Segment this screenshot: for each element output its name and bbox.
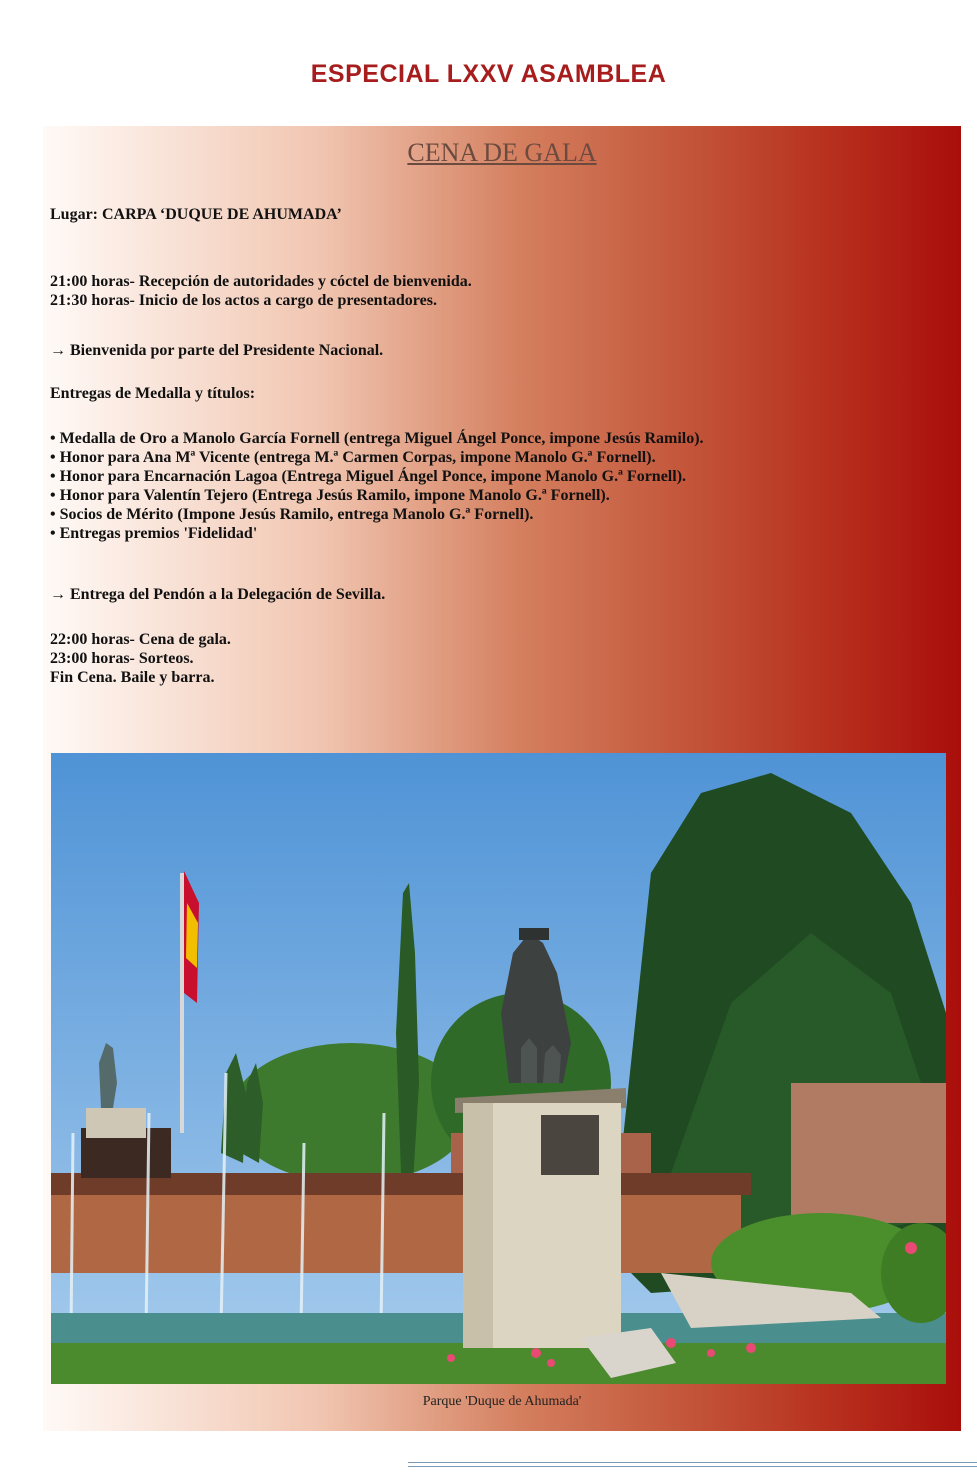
award-item: • Socios de Mérito (Impone Jesús Ramilo, entrega Manolo G.ª Fornell). — [50, 505, 704, 524]
welcome-line: → Bienvenida por parte del Presidente Nacional. — [50, 342, 384, 359]
schedule-item: Fin Cena. Baile y barra. — [50, 669, 215, 686]
park-photo — [51, 753, 946, 1384]
award-item: • Medalla de Oro a Manolo García Fornell (entrega Miguel Ángel Ponce, impone Jesús Ramilo). — [50, 429, 704, 448]
page-header-title: ESPECIAL LXXV ASAMBLEA — [310, 60, 667, 88]
schedule-item: 21:00 horas- Recepción de autoridades y cóctel de bienvenida. — [50, 273, 472, 290]
section-title: CENA DE GALA — [407, 138, 597, 167]
award-item: • Entregas premios 'Fidelidad' — [50, 524, 704, 543]
schedule-block-1 — [50, 272, 472, 310]
footer-divider — [408, 1462, 977, 1467]
schedule-block-2 — [50, 630, 231, 687]
award-item: • Honor para Ana Mª Vicente (entrega M.ª Carmen Corpas, impone Manolo G.ª Fornell). — [50, 448, 704, 467]
pendon-line: → Entrega del Pendón a la Delegación de Sevilla. — [50, 586, 386, 603]
schedule-item: 23:00 horas- Sorteos. — [50, 650, 194, 667]
awards-list — [50, 429, 704, 543]
photo-caption: Parque 'Duque de Ahumada' — [422, 1394, 582, 1409]
award-item: • Honor para Encarnación Lagoa (Entrega Miguel Ángel Ponce, impone Manolo G.ª Fornell). — [50, 467, 704, 486]
awards-heading: Entregas de Medalla y títulos: — [50, 385, 256, 402]
schedule-item: 22:00 horas- Cena de gala. — [50, 631, 231, 648]
award-item: • Honor para Valentín Tejero (Entrega Jesús Ramilo, impone Manolo G.ª Fornell). — [50, 486, 704, 505]
schedule-item: 21:30 horas- Inicio de los actos a cargo de presentadores. — [50, 292, 437, 309]
location-line: Lugar: CARPA ‘DUQUE DE AHUMADA’ — [50, 206, 342, 223]
